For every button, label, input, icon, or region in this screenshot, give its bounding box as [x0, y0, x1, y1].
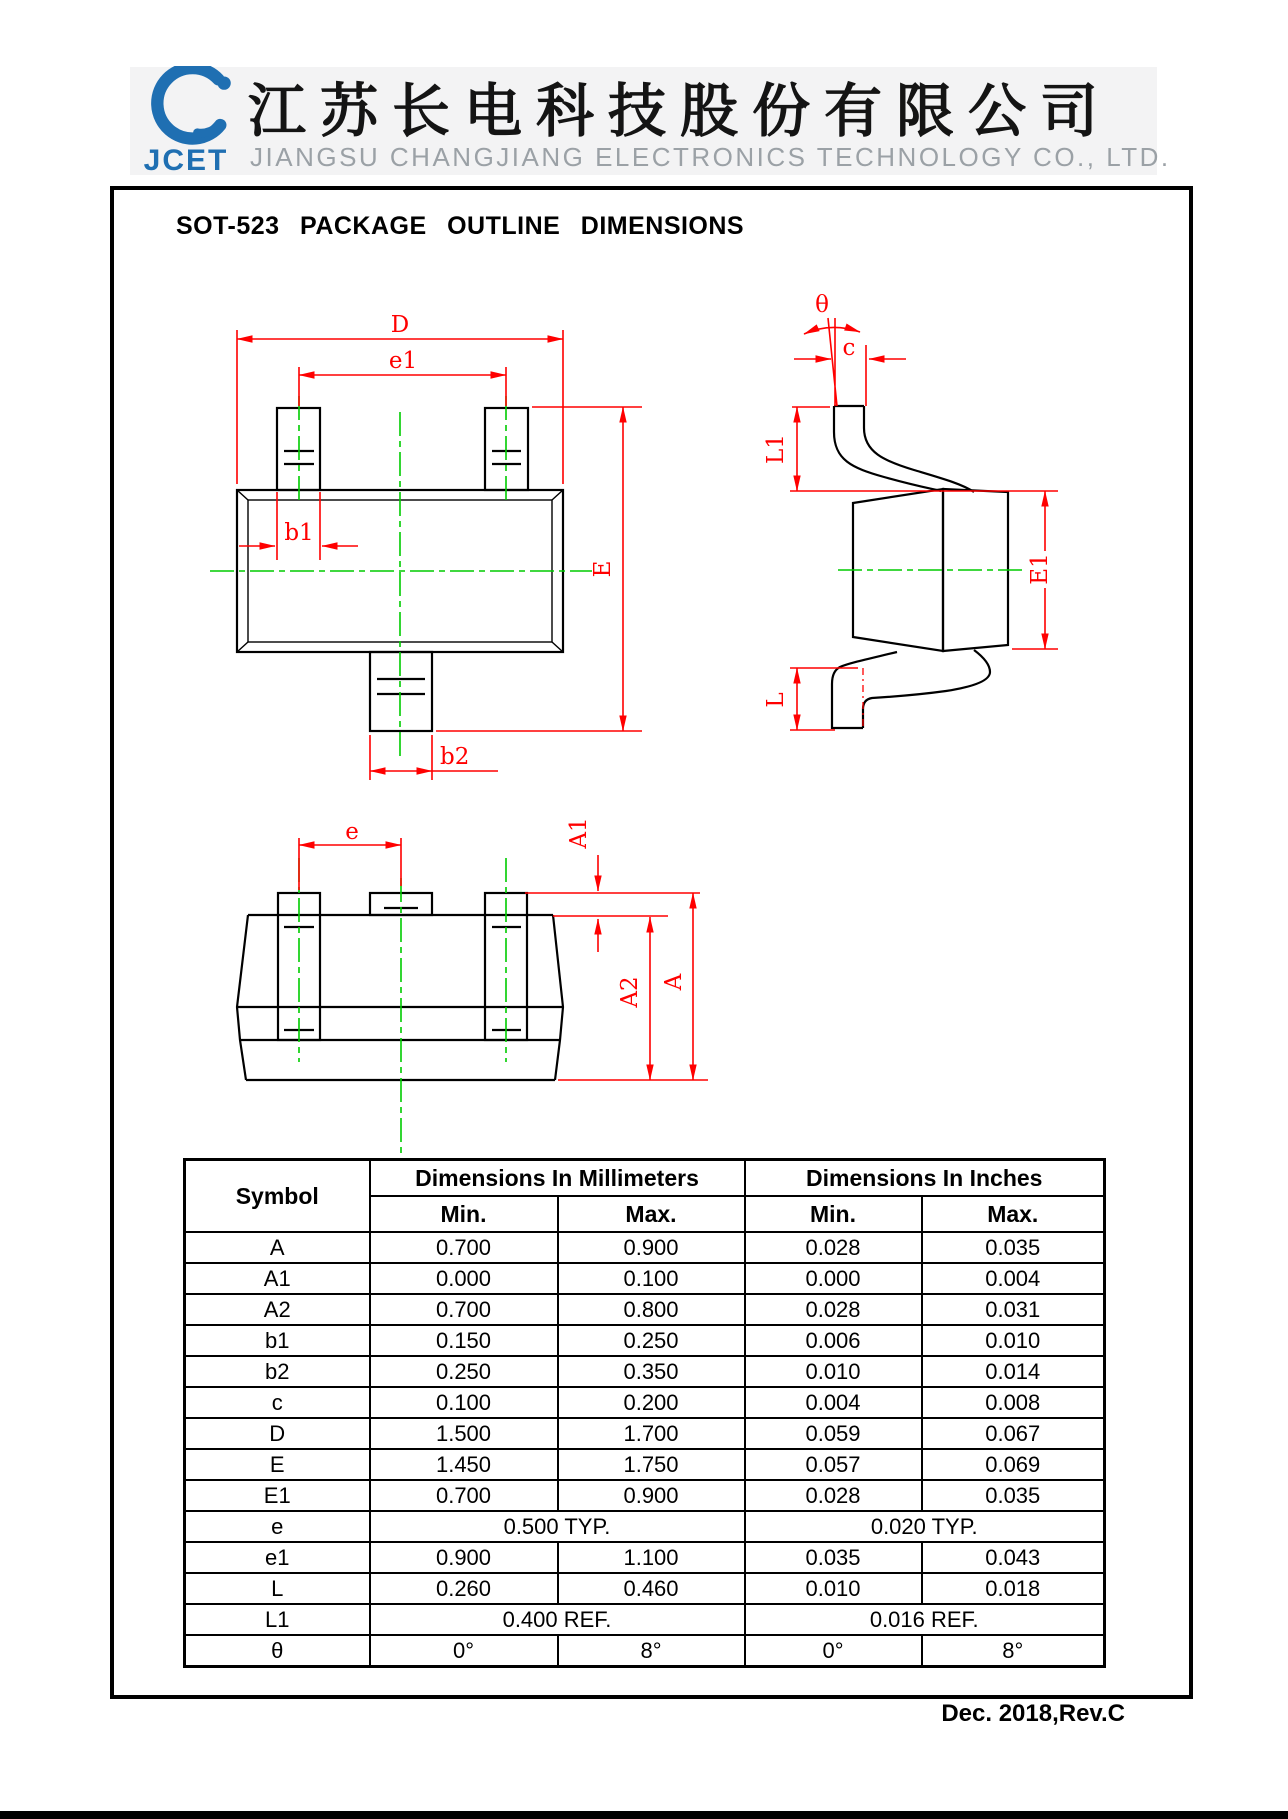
table-cell: 0.059	[745, 1418, 922, 1449]
company-name-english: JIANGSU CHANGJIANG ELECTRONICS TECHNOLOGY CO., LTD.	[250, 142, 1171, 172]
table-cell: 0.900	[558, 1232, 745, 1263]
table-cell: 0.400 REF.	[370, 1604, 745, 1635]
table-cell: L1	[185, 1604, 370, 1635]
table-cell: 0.057	[745, 1449, 922, 1480]
table-cell: 1.100	[558, 1542, 745, 1573]
table-cell: 0.008	[922, 1387, 1105, 1418]
table-cell: 0.260	[370, 1573, 558, 1604]
company-name-chinese: 江苏长电科技股份有限公司	[248, 77, 1113, 145]
dim-label-theta: θ	[815, 292, 829, 318]
table-cell: 0.000	[370, 1263, 558, 1294]
dim-label-A1: A1	[566, 817, 592, 849]
dim-label-e: e	[345, 819, 359, 845]
table-cell: 0.069	[922, 1449, 1105, 1480]
col-header-mm-max: Max.	[558, 1196, 745, 1232]
table-cell: 0.000	[745, 1263, 922, 1294]
table-cell: 0°	[370, 1635, 558, 1667]
table-cell: 0.028	[745, 1480, 922, 1511]
table-cell: 0.010	[745, 1573, 922, 1604]
centerlines	[210, 396, 1022, 1155]
table-cell: 0.035	[922, 1232, 1105, 1263]
table-cell: 0.004	[922, 1263, 1105, 1294]
table-cell: 0.035	[922, 1480, 1105, 1511]
table-cell: 0.350	[558, 1356, 745, 1387]
bottom-bar	[0, 1811, 1288, 1819]
table-cell: 0.700	[370, 1232, 558, 1263]
top-view-dimensions	[237, 312, 642, 780]
table-row	[185, 1418, 1105, 1449]
col-header-mm-min: Min.	[370, 1196, 558, 1232]
table-cell: θ	[185, 1635, 370, 1667]
dim-label-A2: A2	[617, 976, 643, 1008]
table-cell: c	[185, 1387, 370, 1418]
table-row	[185, 1511, 1105, 1542]
table-cell: 0.016 REF.	[745, 1604, 1105, 1635]
table-cell: 0.043	[922, 1542, 1105, 1573]
dim-label-e1: e1	[388, 348, 418, 374]
package-outline-drawings	[0, 250, 1288, 1160]
table-cell: 0.010	[745, 1356, 922, 1387]
table-cell: b1	[185, 1325, 370, 1356]
table-cell: 8°	[922, 1635, 1105, 1667]
dim-label-L1: L1	[763, 434, 789, 464]
dim-label-c: c	[842, 335, 856, 361]
table-cell: 0.018	[922, 1573, 1105, 1604]
table-cell: 0.900	[558, 1480, 745, 1511]
table-row	[185, 1263, 1105, 1294]
side-view-drawing	[832, 406, 1008, 728]
table-cell: b2	[185, 1356, 370, 1387]
revision-note: Dec. 2018,Rev.C	[941, 1700, 1125, 1727]
table-row	[185, 1325, 1105, 1356]
table-cell: 0.250	[370, 1356, 558, 1387]
table-cell: D	[185, 1418, 370, 1449]
table-cell: 1.500	[370, 1418, 558, 1449]
col-header-inch: Dimensions In Inches	[745, 1160, 1105, 1197]
table-row	[185, 1294, 1105, 1325]
table-cell: 0.028	[745, 1232, 922, 1263]
table-cell: A	[185, 1232, 370, 1263]
table-cell: 0.010	[922, 1325, 1105, 1356]
dim-label-b1: b1	[284, 520, 314, 546]
table-cell: E1	[185, 1480, 370, 1511]
side-view-dimensions	[763, 292, 1058, 730]
table-cell: 0.067	[922, 1418, 1105, 1449]
table-cell: 0.700	[370, 1294, 558, 1325]
table-row	[185, 1480, 1105, 1511]
table-row	[185, 1604, 1105, 1635]
table-cell: 0.031	[922, 1294, 1105, 1325]
table-cell: 0.014	[922, 1356, 1105, 1387]
col-header-in-min: Min.	[745, 1196, 922, 1232]
table-cell: 0.800	[558, 1294, 745, 1325]
table-cell: A2	[185, 1294, 370, 1325]
table-cell: 0.100	[558, 1263, 745, 1294]
table-cell: 0.150	[370, 1325, 558, 1356]
dim-label-E1: E1	[1027, 553, 1053, 585]
table-cell: E	[185, 1449, 370, 1480]
dim-label-L: L	[763, 692, 789, 708]
table-cell: 0.500 TYP.	[370, 1511, 745, 1542]
table-cell: 0.700	[370, 1480, 558, 1511]
table-cell: 0.200	[558, 1387, 745, 1418]
table-cell: 0.460	[558, 1573, 745, 1604]
table-cell: 0.028	[745, 1294, 922, 1325]
table-cell: 0.006	[745, 1325, 922, 1356]
table-cell: 8°	[558, 1635, 745, 1667]
table-cell: e	[185, 1511, 370, 1542]
table-cell: 1.700	[558, 1418, 745, 1449]
table-cell: 1.450	[370, 1449, 558, 1480]
logo-curl	[197, 125, 220, 133]
table-cell: A1	[185, 1263, 370, 1294]
col-header-symbol: Symbol	[185, 1160, 370, 1233]
table-cell: 0.900	[370, 1542, 558, 1573]
table-cell: 0.250	[558, 1325, 745, 1356]
dim-label-b2: b2	[440, 744, 470, 770]
table-cell: e1	[185, 1542, 370, 1573]
table-header-row	[185, 1160, 1105, 1197]
front-view-drawing	[237, 893, 563, 1080]
table-cell: 0°	[745, 1635, 922, 1667]
table-row	[185, 1232, 1105, 1263]
table-cell: 1.750	[558, 1449, 745, 1480]
col-header-in-max: Max.	[922, 1196, 1105, 1232]
table-row	[185, 1542, 1105, 1573]
col-header-mm: Dimensions In Millimeters	[370, 1160, 745, 1197]
dim-label-D: D	[390, 312, 410, 338]
table-row	[185, 1573, 1105, 1604]
jcet-logo-text: JCET	[143, 144, 229, 177]
dim-label-E: E	[590, 560, 616, 578]
dimension-table-body	[185, 1232, 1105, 1667]
page-title: SOT-523 PACKAGE OUTLINE DIMENSIONS	[176, 212, 745, 240]
table-row	[185, 1387, 1105, 1418]
table-cell: 0.100	[370, 1387, 558, 1418]
logo-dot	[217, 76, 230, 89]
dim-label-A: A	[661, 973, 687, 991]
table-row	[185, 1635, 1105, 1667]
table-row	[185, 1356, 1105, 1387]
jcet-logo-icon	[138, 66, 234, 146]
table-row	[185, 1449, 1105, 1480]
table-cell: L	[185, 1573, 370, 1604]
table-cell: 0.020 TYP.	[745, 1511, 1105, 1542]
dimensions-table	[183, 1158, 1106, 1668]
table-cell: 0.035	[745, 1542, 922, 1573]
table-cell: 0.004	[745, 1387, 922, 1418]
